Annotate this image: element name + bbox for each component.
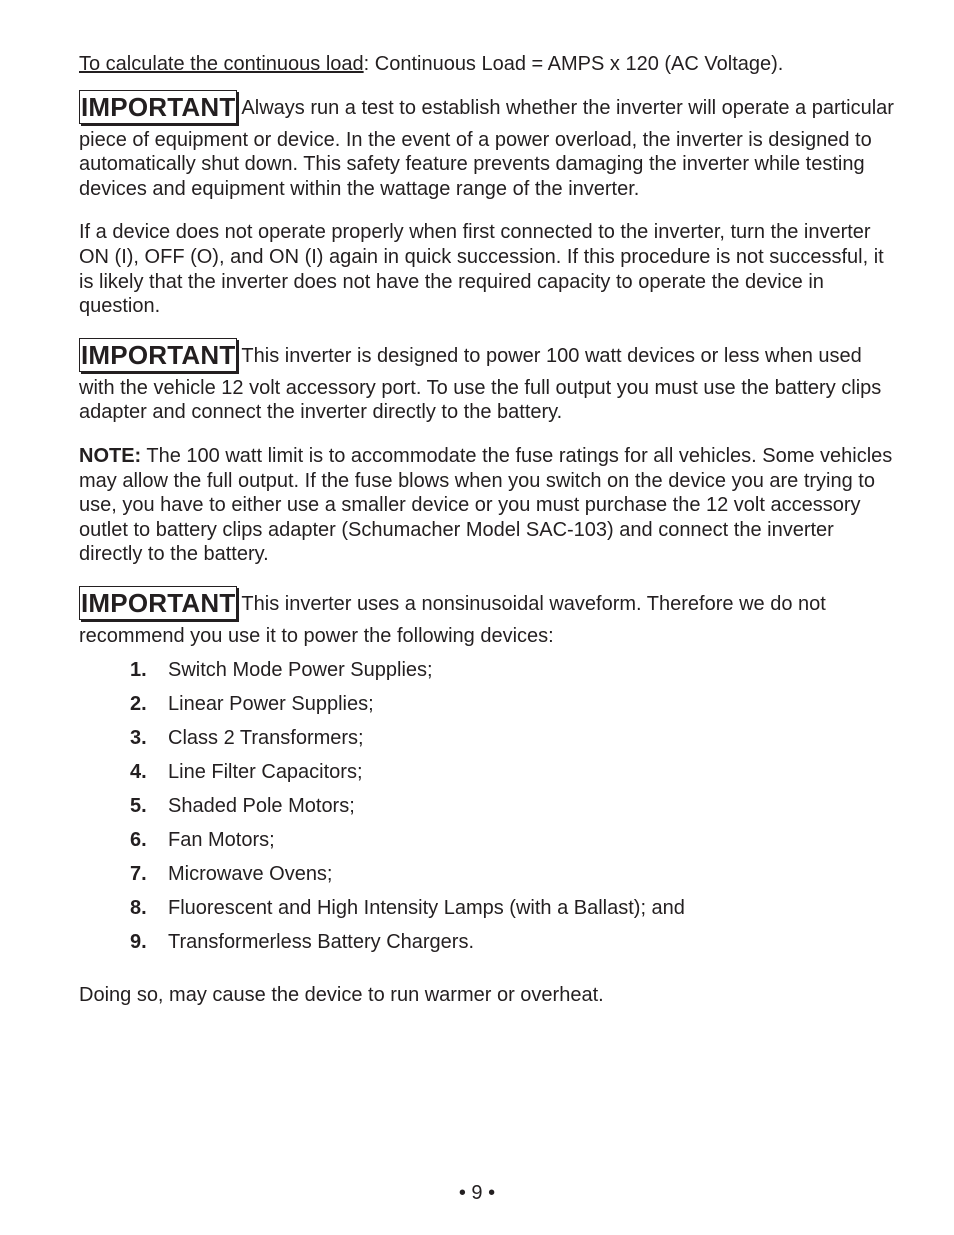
important-badge-2: IMPORTANT (81, 339, 236, 370)
list-item-number: 6. (130, 828, 147, 851)
document-page (79, 52, 901, 1026)
list-item-text: Microwave Ovens; (168, 862, 333, 885)
list-item-number: 4. (130, 760, 147, 783)
important-paragraph-1 (79, 90, 901, 202)
list-item-text: Switch Mode Power Supplies; (168, 658, 433, 681)
list-item-number: 3. (130, 726, 147, 749)
important-badge-1: IMPORTANT (81, 91, 236, 122)
closing-paragraph: Doing so, may cause the device to run warmer or overheat. (79, 983, 604, 1006)
calc-label: To calculate the continuous load (79, 53, 364, 75)
important-text-2: This inverter is designed to power 100 watt devices or less when used with the vehicle 12 volt accessory port. To use the full output you must use the battery clips adapter and connect the inverter directly to the battery. (79, 344, 882, 424)
important-paragraph-2 (79, 338, 901, 425)
list-item-text: Shaded Pole Motors; (168, 794, 355, 817)
device-list (79, 658, 901, 964)
list-item (79, 760, 901, 794)
list-item-number: 7. (130, 862, 147, 885)
note-text: The 100 watt limit is to accommodate the fuse ratings for all vehicles. Some vehicles may allow the full output. If the fuse blows when you switch on the device you are trying to use, you have to either use a smaller device or you must purchase the 12 volt accessory outlet to battery clips adapter (Schumacher Model SAC-103) and connect the inverter directly to the battery. (79, 444, 893, 566)
list-item (79, 828, 901, 862)
list-item-text: Fan Motors; (168, 828, 275, 851)
page-number: • 9 • (458, 1182, 496, 1204)
list-item-number: 5. (130, 794, 147, 817)
list-item-text: Fluorescent and High Intensity Lamps (with a Ballast); and (168, 896, 685, 919)
list-item-number: 1. (130, 658, 147, 681)
note-label: NOTE: (79, 444, 142, 467)
list-item-number: 9. (130, 930, 147, 953)
note-paragraph (79, 444, 901, 567)
list-item-text: Linear Power Supplies; (168, 692, 374, 715)
calc-paragraph (79, 52, 901, 77)
list-item (79, 794, 901, 828)
list-item (79, 692, 901, 726)
device-paragraph: If a device does not operate properly when first connected to the inverter, turn the inverter ON (I), OFF (O), and ON (I) again in quick succession. If this procedure is not successful, it is likely that the inverter does not have the required capacity to operate the device in question. (79, 221, 884, 318)
list-item (79, 658, 901, 692)
list-item-text: Transformerless Battery Chargers. (168, 930, 475, 953)
important-text-3: This inverter uses a nonsinusoidal waveform. Therefore we do not recommend you use it to power the following devices: (79, 592, 826, 647)
list-item (79, 896, 901, 930)
list-item-text: Class 2 Transformers; (168, 726, 364, 749)
important-badge-3: IMPORTANT (81, 587, 236, 618)
list-item (79, 726, 901, 760)
list-item (79, 930, 901, 964)
list-item (79, 862, 901, 896)
calc-text: : Continuous Load = AMPS x 120 (AC Voltage). (363, 53, 784, 75)
important-paragraph-3 (79, 586, 901, 649)
important-text-1: Always run a test to establish whether the inverter will operate a particular piece of equipment or device. In the event of a power overload, the inverter is designed to automatically shut down. This safety feature prevents damaging the inverter while testing devices and equipment within the wattage range of the inverter. (79, 96, 894, 200)
list-item-number: 2. (130, 692, 147, 715)
list-item-number: 8. (130, 896, 147, 919)
list-item-text: Line Filter Capacitors; (168, 760, 363, 783)
